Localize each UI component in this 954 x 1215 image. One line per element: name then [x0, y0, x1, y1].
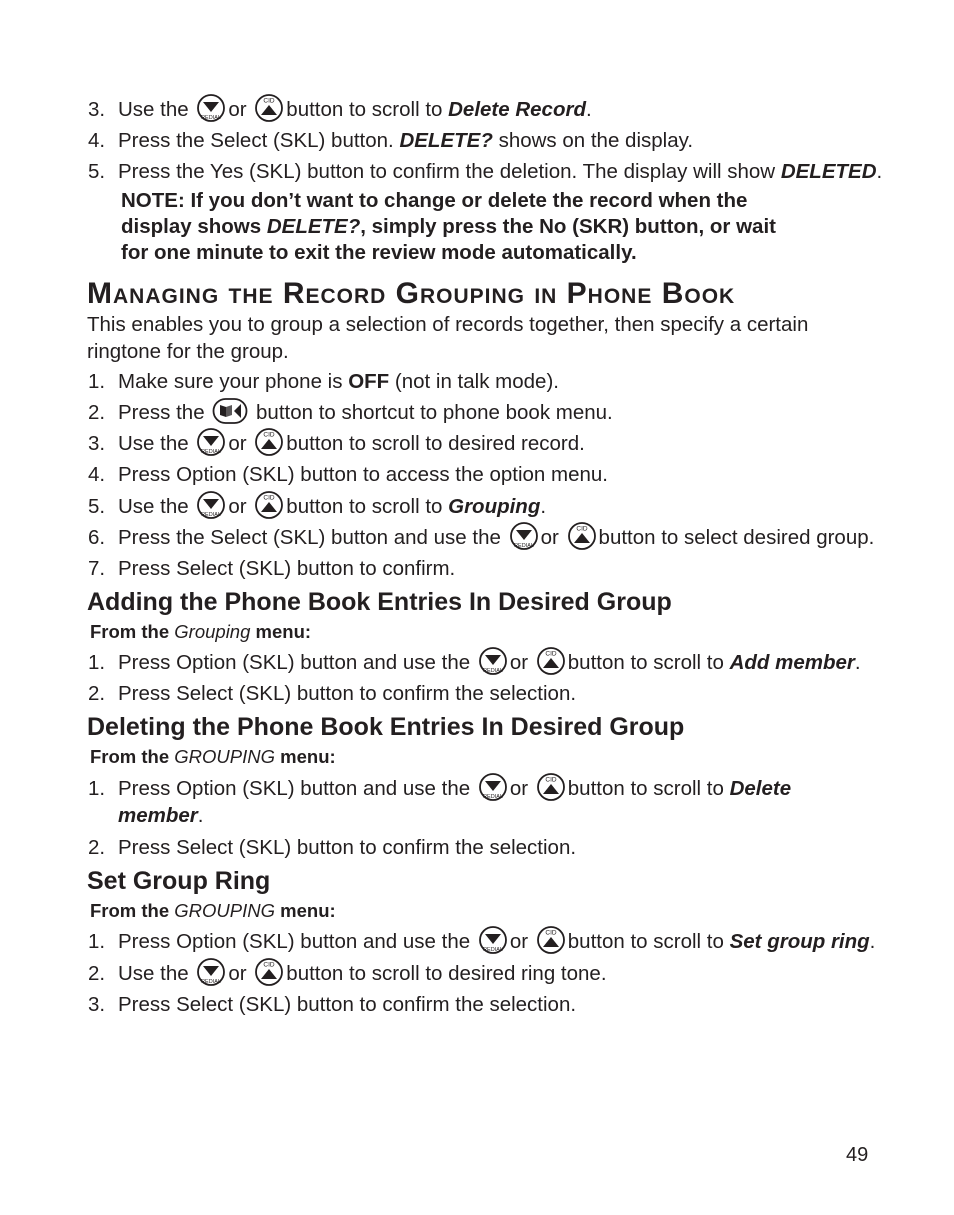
ring-section-from: From the GROUPING menu:	[90, 900, 336, 921]
redial-down-arrow-icon	[196, 427, 226, 457]
list-item: 2. Press the button to shortcut to phone book menu.	[88, 397, 613, 428]
list-item: 3. Press Select (SKL) button to confirm the selection.	[88, 993, 577, 1016]
redial-down-arrow-icon	[478, 772, 508, 802]
note-line-1: NOTE: If you don’t want to change or delete the record when the	[121, 189, 748, 212]
list-item: 1. Press Option (SKL) button and use the or button to scroll to Set group ring.	[88, 926, 875, 957]
cid-up-arrow-icon	[536, 772, 566, 802]
note-line-2: display shows DELETE?, simply press the No (SKR) button, or wait	[121, 215, 776, 238]
note-line-3: for one minute to exit the review mode automatically.	[121, 241, 637, 264]
add-section-from: From the Grouping menu:	[90, 621, 312, 642]
page-number: 49	[846, 1144, 869, 1166]
redial-down-arrow-icon	[196, 490, 226, 520]
list-item: 2. Press Select (SKL) button to confirm the selection.	[88, 836, 577, 859]
redial-down-arrow-icon	[509, 521, 539, 551]
add-section-title: Adding the Phone Book Entries In Desired Group	[87, 588, 672, 616]
list-item: 4. Press Option (SKL) button to access the option menu.	[88, 463, 608, 486]
list-item: 3. Use the or button to scroll to desired record.	[88, 428, 585, 459]
list-item: 1. Press Option (SKL) button and use the or button to scroll to Delete	[88, 773, 791, 804]
list-item: 3. Use the or button to scroll to Delete Record.	[88, 94, 592, 125]
ring-section-title: Set Group Ring	[87, 867, 271, 895]
list-item: 7. Press Select (SKL) button to confirm.	[88, 557, 456, 580]
list-item: 5. Use the or button to scroll to Grouping.	[88, 491, 546, 522]
cid-up-arrow-icon	[567, 521, 597, 551]
list-item: 6. Press the Select (SKL) button and use the or button to select desired group.	[88, 522, 874, 553]
list-item: 1. Press Option (SKL) button and use the or button to scroll to Add member.	[88, 647, 861, 678]
list-item: 2. Press Select (SKL) button to confirm the selection.	[88, 682, 577, 705]
redial-down-arrow-icon	[196, 957, 226, 987]
cid-up-arrow-icon	[536, 925, 566, 955]
intro-line-2: ringtone for the group.	[87, 340, 289, 363]
delete-section-from: From the GROUPING menu:	[90, 746, 336, 767]
redial-down-arrow-icon	[478, 925, 508, 955]
cid-up-arrow-icon	[254, 93, 284, 123]
list-item: 5. Press the Yes (SKL) button to confirm the deletion. The display will show DELETED.	[88, 160, 883, 183]
section-title: Managing the Record Grouping in Phone Book	[87, 277, 736, 310]
delete-section-title: Deleting the Phone Book Entries In Desired Group	[87, 713, 685, 741]
cid-up-arrow-icon	[536, 646, 566, 676]
phonebook-left-icon	[212, 396, 248, 426]
cid-up-arrow-icon	[254, 490, 284, 520]
redial-down-arrow-icon	[196, 93, 226, 123]
list-item: 2. Use the or button to scroll to desired ring tone.	[88, 958, 607, 989]
list-item: 1. Make sure your phone is OFF (not in talk mode).	[88, 370, 559, 393]
list-item: 4. Press the Select (SKL) button. DELETE? shows on the display.	[88, 129, 694, 152]
redial-down-arrow-icon	[478, 646, 508, 676]
cid-up-arrow-icon	[254, 957, 284, 987]
list-item-continuation: member.	[118, 804, 204, 827]
intro-line-1: This enables you to group a selection of records together, then specify a certain	[87, 313, 809, 336]
cid-up-arrow-icon	[254, 427, 284, 457]
